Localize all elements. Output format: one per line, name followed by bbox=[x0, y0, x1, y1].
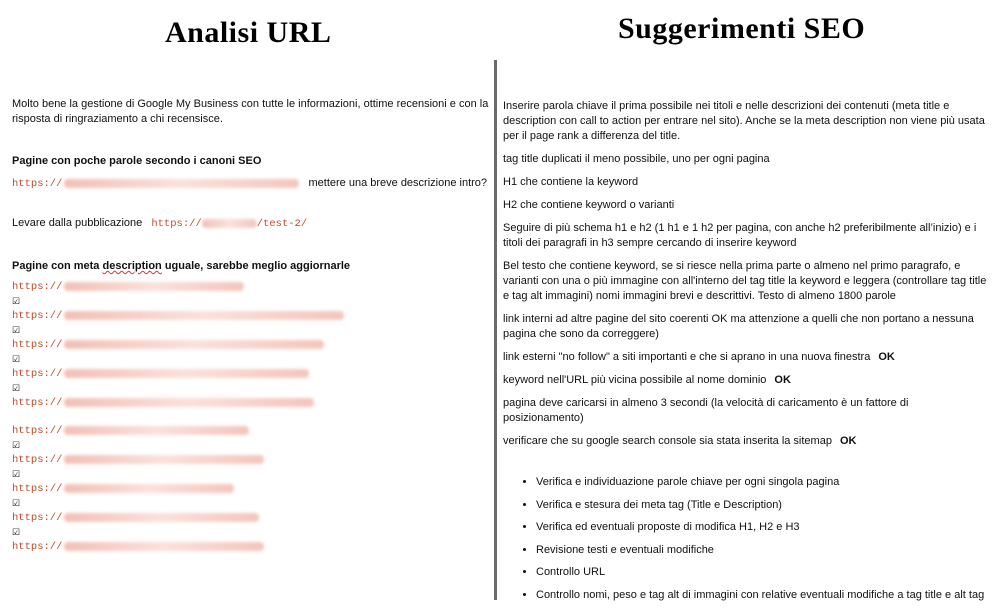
url-row bbox=[12, 308, 490, 323]
checkbox-icon[interactable]: ☑ bbox=[12, 383, 21, 393]
url-link[interactable]: https:// bbox=[12, 512, 63, 524]
ok-label: OK bbox=[878, 351, 895, 363]
url-link[interactable]: https:// bbox=[12, 541, 63, 553]
url-link[interactable]: https:// bbox=[12, 310, 63, 322]
right-column-title: Suggerimenti SEO bbox=[618, 12, 866, 45]
bullet-item: • Revisione testi e eventuali modifiche bbox=[536, 543, 990, 558]
url-row bbox=[12, 481, 490, 496]
remove-label: Levare dalla pubblicazione bbox=[12, 217, 143, 229]
url-link[interactable]: https:// bbox=[12, 339, 63, 351]
url-row bbox=[12, 279, 490, 294]
checkbox-icon[interactable]: ☑ bbox=[12, 325, 21, 335]
redacted-url-blur bbox=[64, 282, 244, 291]
url-link[interactable]: https:// bbox=[12, 397, 63, 409]
url-analysis-column bbox=[12, 97, 490, 554]
bullet-item: • Verifica e individuazione parole chiave per ogni singola pagina bbox=[536, 475, 990, 490]
url-row bbox=[12, 337, 490, 352]
section-heading-few-words: Pagine con poche parole secondo i canoni SEO bbox=[12, 155, 262, 167]
url-row bbox=[12, 176, 490, 192]
redacted-url-blur bbox=[64, 179, 299, 188]
suggestion-paragraph: pagina deve caricarsi in almeno 3 secondi (la velocità di caricamento è un fattore di posizionamento) bbox=[503, 397, 909, 424]
suggestion-paragraph: tag title duplicati il meno possibile, uno per ogni pagina bbox=[503, 153, 770, 165]
url-link[interactable]: https:// bbox=[12, 483, 63, 495]
checkbox-icon[interactable]: ☑ bbox=[12, 296, 21, 306]
redacted-url-blur bbox=[64, 311, 344, 320]
url-row bbox=[12, 539, 490, 554]
url-link[interactable]: https:// bbox=[12, 454, 63, 466]
bullet-item: • Controllo URL bbox=[536, 565, 990, 580]
ok-label: OK bbox=[774, 374, 791, 386]
redacted-url-blur bbox=[64, 369, 309, 378]
suggestion-paragraph: Seguire di più schema h1 e h2 (1 h1 e 1 h2 per pagina, con anche h2 preferibilmente all’inizio) e i titoli dei paragrafi in h3 sempre cercando di inserire keyword bbox=[503, 222, 977, 249]
bullet-item: • Verifica ed eventuali proposte di modifica H1, H2 e H3 bbox=[536, 520, 990, 535]
checkbox-icon[interactable]: ☑ bbox=[12, 440, 21, 450]
service-bullet-list bbox=[503, 475, 990, 603]
bullet-item: • Verifica e stesura dei meta tag (Title e Description) bbox=[536, 498, 990, 513]
url-row bbox=[12, 366, 490, 381]
suggestion-paragraph: Bel testo che contiene keyword, se si riesce nella prima parte o almeno nel primo paragrafo, e varianti con una o più immagine con all'interno del tag title la keyword e leggera (controllare tag title e tag alt immagini) nomi immagini brevi e descrittivi. Testo di almeno 1800 parole bbox=[503, 260, 987, 302]
suggestion-paragraph: link esterni "no follow" a siti importanti e che si aprano in una nuova finestra OK bbox=[503, 351, 895, 363]
checkbox-icon[interactable]: ☑ bbox=[12, 354, 21, 364]
checkbox-icon[interactable]: ☑ bbox=[12, 469, 21, 479]
url-row bbox=[12, 395, 490, 410]
intro-text: Molto bene la gestione di Google My Business con tutte le informazioni, ottime recensioni e con la risposta di ringraziamento a chi recensisce. bbox=[12, 98, 489, 125]
suggestion-paragraph: verificare che su google search console sia stata inserita la sitemap OK bbox=[503, 435, 857, 447]
url-link[interactable]: https:// bbox=[12, 368, 63, 380]
ok-label: OK bbox=[839, 435, 857, 447]
redacted-url-blur bbox=[64, 484, 234, 493]
suggestion-paragraph: H1 che contiene la keyword bbox=[503, 176, 639, 188]
suggestion-paragraph: link interni ad altre pagine del sito coerenti OK ma attenzione a quelli che non portano a nessuna pagina che sono da correggere) bbox=[503, 313, 974, 340]
url-link[interactable]: https:// bbox=[12, 281, 63, 293]
redacted-url-blur bbox=[202, 219, 257, 228]
url-note: mettere una breve descrizione intro? bbox=[308, 177, 488, 189]
left-column-title: Analisi URL bbox=[165, 16, 332, 49]
redacted-url-blur bbox=[64, 513, 259, 522]
url-list-1 bbox=[12, 279, 490, 410]
redacted-url-blur bbox=[64, 455, 264, 464]
url-link[interactable]: https:// bbox=[12, 178, 63, 190]
suggestion-paragraph: H2 che contiene keyword o varianti bbox=[503, 199, 675, 211]
url-row bbox=[12, 452, 490, 467]
redacted-url-blur bbox=[64, 340, 324, 349]
redacted-url-blur bbox=[64, 398, 314, 407]
seo-suggestions-column bbox=[503, 99, 990, 610]
section-heading-meta-description: Pagine con meta description uguale, sarebbe meglio aggiornarle bbox=[12, 260, 351, 272]
bullet-item: • Controllo nomi, peso e tag alt di immagini con relative eventuali modifiche a tag title e alt tag bbox=[536, 588, 990, 603]
redacted-url-blur bbox=[64, 542, 264, 551]
url-link[interactable]: https:// /test-2/ bbox=[151, 218, 308, 230]
url-row bbox=[12, 423, 490, 438]
checkbox-icon[interactable]: ☑ bbox=[12, 498, 21, 508]
url-row bbox=[12, 510, 490, 525]
redacted-url-blur bbox=[64, 426, 249, 435]
url-list-2 bbox=[12, 423, 490, 554]
column-divider bbox=[494, 60, 497, 600]
suggestion-paragraph: Inserire parola chiave il prima possibile nei titoli e nelle descrizioni dei contenuti (meta title e description con call to action per entrare nel sito). Anche se la meta description non viene più usata per il page rank a differenza del title. bbox=[503, 100, 985, 142]
url-link[interactable]: https:// bbox=[12, 425, 63, 437]
checkbox-icon[interactable]: ☑ bbox=[12, 527, 21, 537]
remove-row bbox=[12, 216, 490, 232]
suggestion-paragraph: keyword nell'URL più vicina possibile al nome dominio OK bbox=[503, 374, 791, 386]
